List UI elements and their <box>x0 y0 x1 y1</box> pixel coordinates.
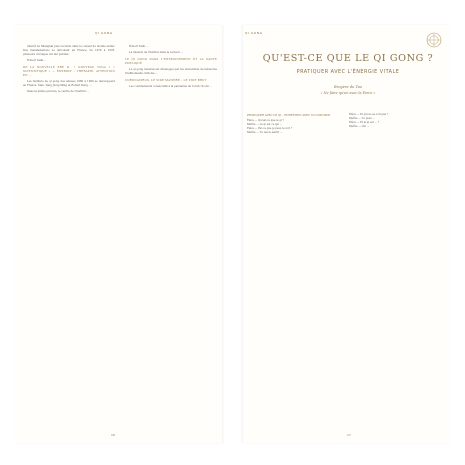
epigraph-text: « Ne faire qu'un avec la Force » <box>320 91 376 95</box>
dialogue-line: Maître — Tu peux … <box>349 117 376 120</box>
chapter-emblem-icon <box>424 30 444 50</box>
left-column-1 <box>23 45 115 96</box>
section-heading: LE QI GONG DANS L'ENSEIGNEMENT ET LA SANTÉ PUBLIQUE <box>125 57 217 65</box>
running-head: QI GONG <box>95 31 113 35</box>
section-heading: CORONAVIRUS, LE VIDE MATIÈRE – LE VIDE BRUT <box>125 77 207 82</box>
right-column-1 <box>247 113 341 135</box>
left-column-2 <box>125 45 217 91</box>
dialogue-line: Élève — Et qui ne se voit pas ? <box>349 113 388 116</box>
paragraph: Dans la même période, le centre de l'institut ... <box>27 89 89 93</box>
paragraph: Le qi gong médical est développé par les universités de médecine traditionnelle chinoise ... <box>125 67 217 75</box>
dialogue-line: Maître — Tu vas le sentir … <box>247 131 283 134</box>
section-heading: PRATIQUER AVEC LE QI – ENTRETIEN AVEC UN DISCIPLE <box>247 113 331 117</box>
dialogue-line: Maître — Oui … <box>349 125 370 128</box>
right-column-2 <box>349 113 443 129</box>
right-page <box>243 25 450 443</box>
page-number: 16 <box>111 433 115 437</box>
running-head: QI GONG <box>245 31 263 35</box>
dialogue-line: Maître — Le qi est ce qui … <box>247 123 283 126</box>
chapter-subtitle: PRATIQUER AVEC L'ÉNERGIE VITALE <box>296 69 400 75</box>
paragraph: Robert Yalat… <box>27 59 46 63</box>
chapter-title: QU'EST-CE QUE LE QI GONG ? <box>262 53 434 64</box>
dialogue-line: Élève — Qu'est-ce que le qi ? <box>247 119 284 122</box>
paragraph: Les instituts de qi gong des années 1980 à 1990 se développent en France. Xian, Yang Jiong-Ming et Robert Peng, ... <box>23 79 115 87</box>
paragraph: Robert Tallu ... <box>129 45 149 48</box>
left-page <box>15 25 222 443</box>
epigraph-author: Bruyère du Tao <box>334 85 362 89</box>
page-number: 17 <box>347 433 351 437</box>
dialogue-line: Élève — Et le qi est … ? <box>349 121 380 124</box>
dialogue-line: Élève — Est-ce que je peux le voir ? <box>247 127 293 130</box>
paragraph: Les confinements consécutifs à la pandémie de Covid-19 ont ... <box>129 84 212 88</box>
paragraph: intérêt de Shanghai puis reconnu dans le conseil du monde entier. Des manifestations se déroulent en France, de 1976 à 1978, plusieurs ouvrages ont été publiés. <box>23 45 115 57</box>
paragraph: La mission de l'institut dans le secteur ... <box>129 51 184 55</box>
section-heading: DE LA NOUVELLE ÈRE ⑩ • NOUVEAU YOGA • « SCIENTIFIQUE » — ÉNERGIE – THÉRAPIE, ATTENTION EN ... <box>23 65 115 77</box>
